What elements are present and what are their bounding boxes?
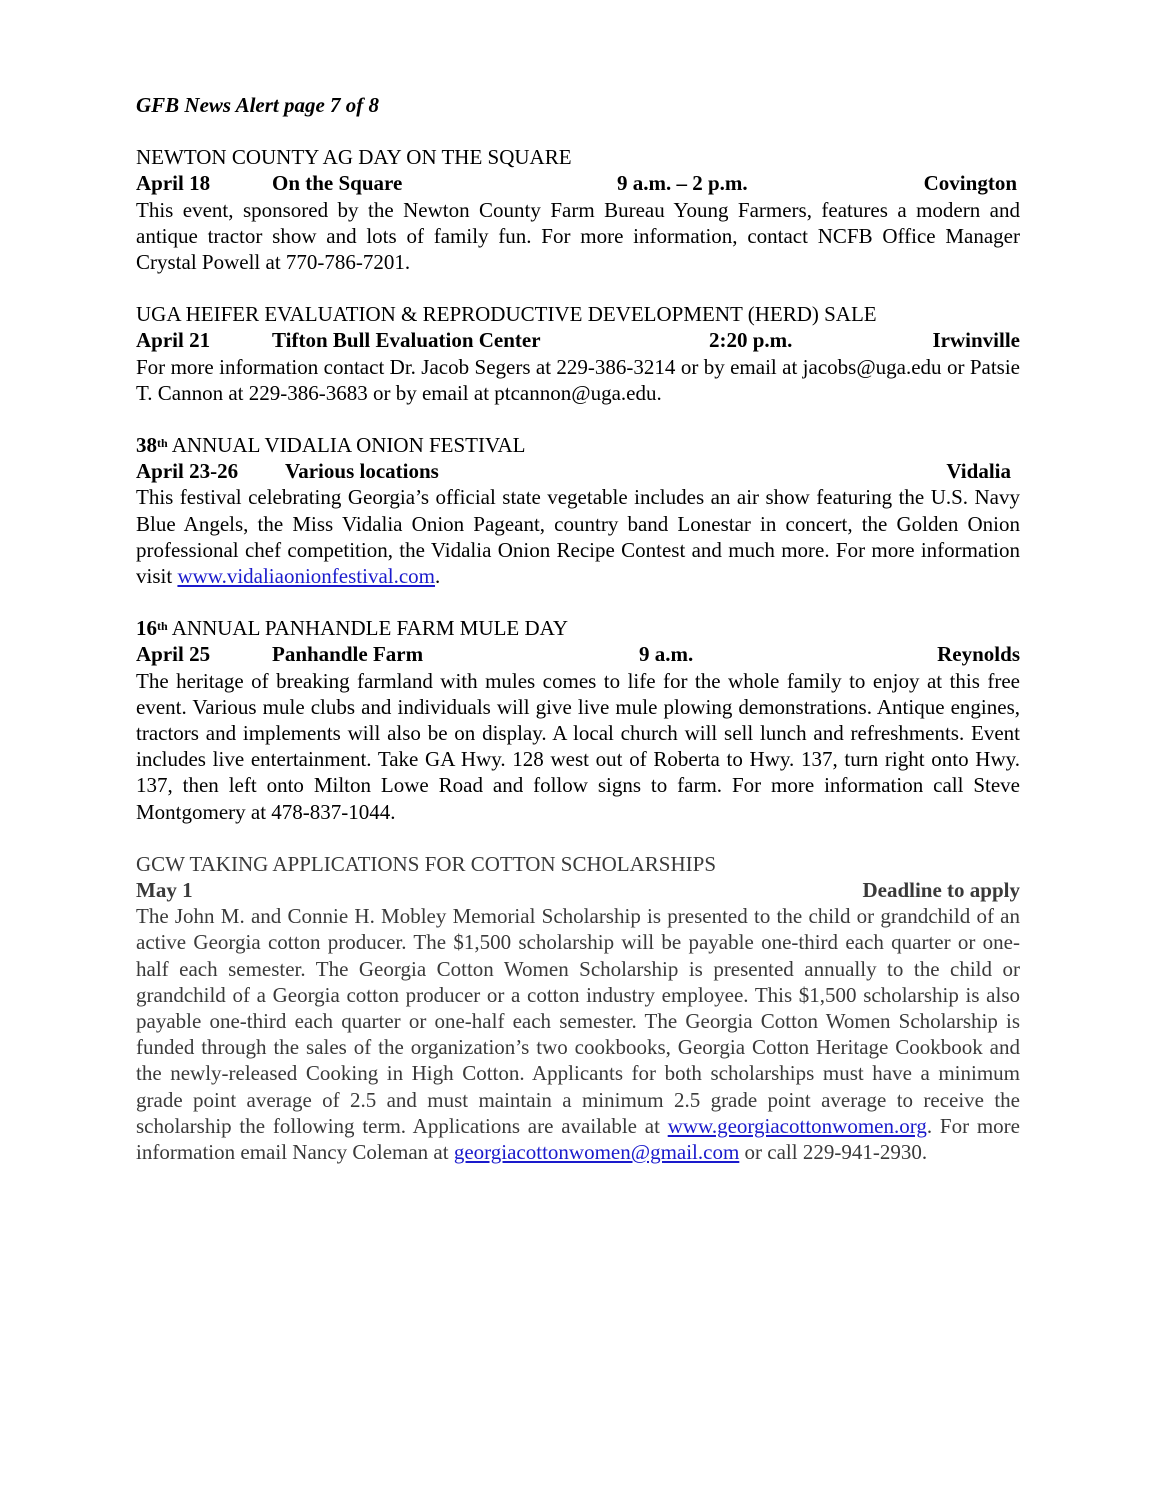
- event-deadline: Deadline to apply: [862, 878, 1020, 903]
- event-description: The heritage of breaking farmland with mules comes to life for the whole family to enjoy at this free event. Various mule clubs and individuals will give live mule plowing demonstrations. Antique engines, tractors and implements will also be on display. A local church will sell lunch and refreshments. Event includes live entertainment. Take GA Hwy. 128 west out of Roberta to Hwy. 137, turn right onto Hwy. 137, then left onto Milton Lowe Road and follow signs to farm. For more information call Steve Montgomery at 478-837-1044.: [136, 668, 1020, 824]
- event-info-row: [136, 641, 1020, 667]
- event-description: For more information contact Dr. Jacob Segers at 229-386-3214 or by email at jacobs@uga.edu or Patsie T. Cannon at 229-386-3683 or by email at ptcannon@uga.edu.: [136, 354, 1020, 405]
- event-cotton-scholarships: [136, 851, 1020, 1165]
- event-location: Tifton Bull Evaluation Center: [272, 328, 541, 353]
- event-title: UGA HEIFER EVALUATION & REPRODUCTIVE DEVELOPMENT (HERD) SALE: [136, 302, 877, 327]
- event-location: Panhandle Farm: [272, 642, 424, 667]
- festival-website-link[interactable]: www.vidaliaonionfestival.com: [177, 564, 436, 588]
- title-text: ANNUAL PANHANDLE FARM MULE DAY: [167, 616, 569, 641]
- event-info-row: [136, 327, 1020, 353]
- event-time: 9 a.m.: [639, 642, 694, 667]
- title-ordinal: th: [157, 619, 168, 634]
- event-title: [136, 432, 1020, 458]
- event-title: [136, 615, 1020, 641]
- event-herd-sale: [136, 301, 1020, 406]
- event-description: This event, sponsored by the Newton County Farm Bureau Young Farmers, features a modern and antique tractor show and lots of family fun. For more information, contact NCFB Office Manager Crystal Powell at 770-786-7201.: [136, 197, 1020, 274]
- event-title: GCW TAKING APPLICATIONS FOR COTTON SCHOLARSHIPS: [136, 851, 716, 876]
- event-city: Irwinville: [932, 328, 1020, 353]
- event-date: May 1: [136, 878, 193, 903]
- event-date: April 23-26: [136, 459, 239, 484]
- event-date: April 25: [136, 642, 211, 667]
- event-title: NEWTON COUNTY AG DAY ON THE SQUARE: [136, 145, 572, 170]
- event-location: On the Square: [272, 171, 403, 196]
- event-time: 2:20 p.m.: [709, 328, 793, 353]
- gcw-website-link[interactable]: www.georgiacottonwomen.org: [667, 1113, 927, 1138]
- event-date: April 18: [136, 171, 211, 196]
- gcw-email-link[interactable]: georgiacottonwomen@gmail.com: [453, 1140, 740, 1165]
- event-info-row: [136, 877, 1020, 903]
- document-page: [136, 92, 1020, 1191]
- event-city: Reynolds: [937, 642, 1020, 667]
- event-mule-day: [136, 615, 1020, 825]
- title-ordinal: th: [157, 436, 168, 450]
- page-header: GFB News Alert page 7 of 8: [136, 93, 380, 117]
- event-location: Various locations: [285, 459, 439, 484]
- event-city: Covington: [923, 171, 1017, 196]
- event-newton-ag-day: [136, 144, 1020, 275]
- event-city: Vidalia: [946, 459, 1011, 484]
- event-time: 9 a.m. – 2 p.m.: [617, 171, 748, 196]
- event-description: The John M. and Connie H. Mobley Memorial Scholarship is presented to the child or grandchild of an active Georgia cotton producer. The $1,500 scholarship will be payable one-third each quarter or one-half each semester. The Georgia Cotton Women Scholarship is presented annually to the child or grandchild of a Georgia cotton producer or a cotton industry employee. This $1,500 scholarship is also payable one-third each quarter or one-half each semester. The Georgia Cotton Women Scholarship is funded through the sales of the organization’s two cookbooks, Georgia Cotton Heritage Cookbook and the newly-released Cooking in High Cotton. Applicants for both scholarships must have a minimum grade point average of 2.5 and must maintain a minimum 2.5 grade point average to receive the scholarship the following term. Applications are available at www.georgiacottonwomen.org. For more information email Nancy Coleman at georgiacottonwomen@gmail.com or call 229-941-2930.: [136, 904, 1020, 1165]
- event-info-row: [136, 170, 1020, 196]
- event-vidalia-onion-festival: [136, 432, 1020, 589]
- title-number: 38: [136, 433, 157, 457]
- event-description: This festival celebrating Georgia’s official state vegetable includes an air show featuring the U.S. Navy Blue Angels, the Miss Vidalia Onion Pageant, country band Lonestar in concert, the Golden Onion professional chef competition, the Vidalia Onion Recipe Contest and much more. For more information visit www.vidaliaonionfestival.com.: [136, 485, 1020, 588]
- event-info-row: [136, 458, 1020, 484]
- title-number: 16: [136, 616, 157, 641]
- title-text: ANNUAL VIDALIA ONION FESTIVAL: [167, 433, 526, 457]
- event-date: April 21: [136, 328, 211, 353]
